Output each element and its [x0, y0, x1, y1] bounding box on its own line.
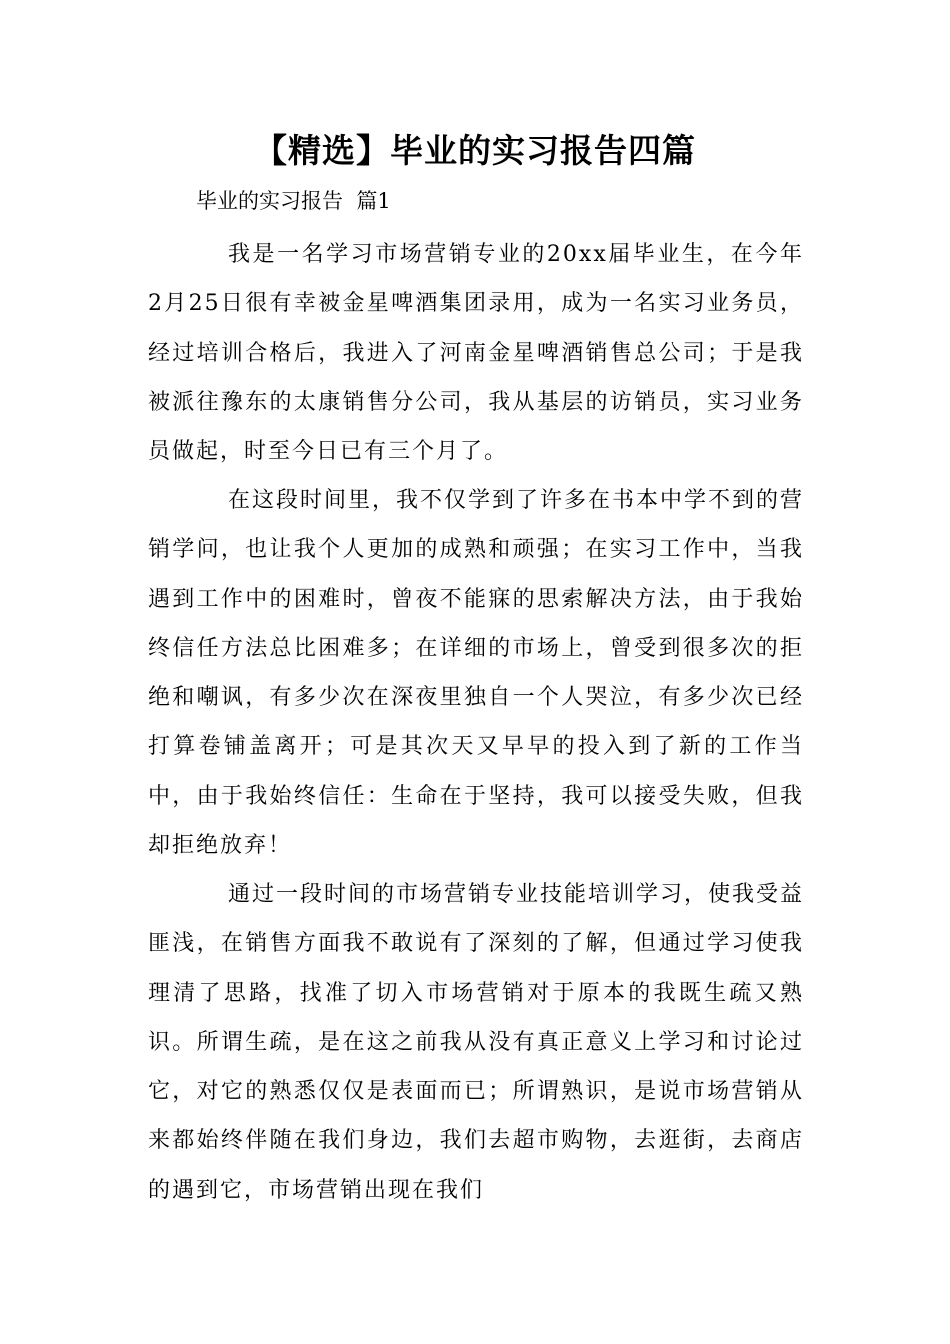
paragraph-1: 我是一名学习市场营销专业的20xx届毕业生，在今年2月25日很有幸被金星啤酒集团录用，成为一名实习业务员，经过培训合格后，我进入了河南金星啤酒销售总公司；于是我被派往豫东的太康销售分公司，我从基层的访销员，实习业务员做起，时至今日已有三个月了。	[148, 242, 804, 465]
document-title: 【精选】毕业的实习报告四篇	[254, 131, 696, 170]
paragraph-3: 通过一段时间的市场营销专业技能培训学习，使我受益匪浅，在销售方面我不敢说有了深刻的了解，但通过学习使我理清了思路，找准了切入市场营销对于原本的我既生疏又熟识。所谓生疏，是在这之前我从没有真正意义上学习和讨论过它，对它的熟悉仅仅是表面而已；所谓熟识，是说市场营销从来都始终伴随在我们身边，我们去超市购物，去逛街，去商店的遇到它，市场营销出现在我们	[148, 882, 805, 1203]
paragraph-2: 在这段时间里，我不仅学到了许多在书本中学不到的营销学问，也让我个人更加的成熟和顽强；在实习工作中，当我遇到工作中的困难时，曾夜不能寐的思索解决方法，由于我始终信任方法总比困难多；在详细的市场上，曾受到很多次的拒绝和嘲讽，有多少次在深夜里独自一个人哭泣，有多少次已经打算卷铺盖离开；可是其次天又早早的投入到了新的工作当中，由于我始终信任：生命在于坚持，我可以接受失败，但我却拒绝放弃！	[148, 488, 805, 859]
section-heading: 毕业的实习报告 篇1	[196, 189, 391, 213]
